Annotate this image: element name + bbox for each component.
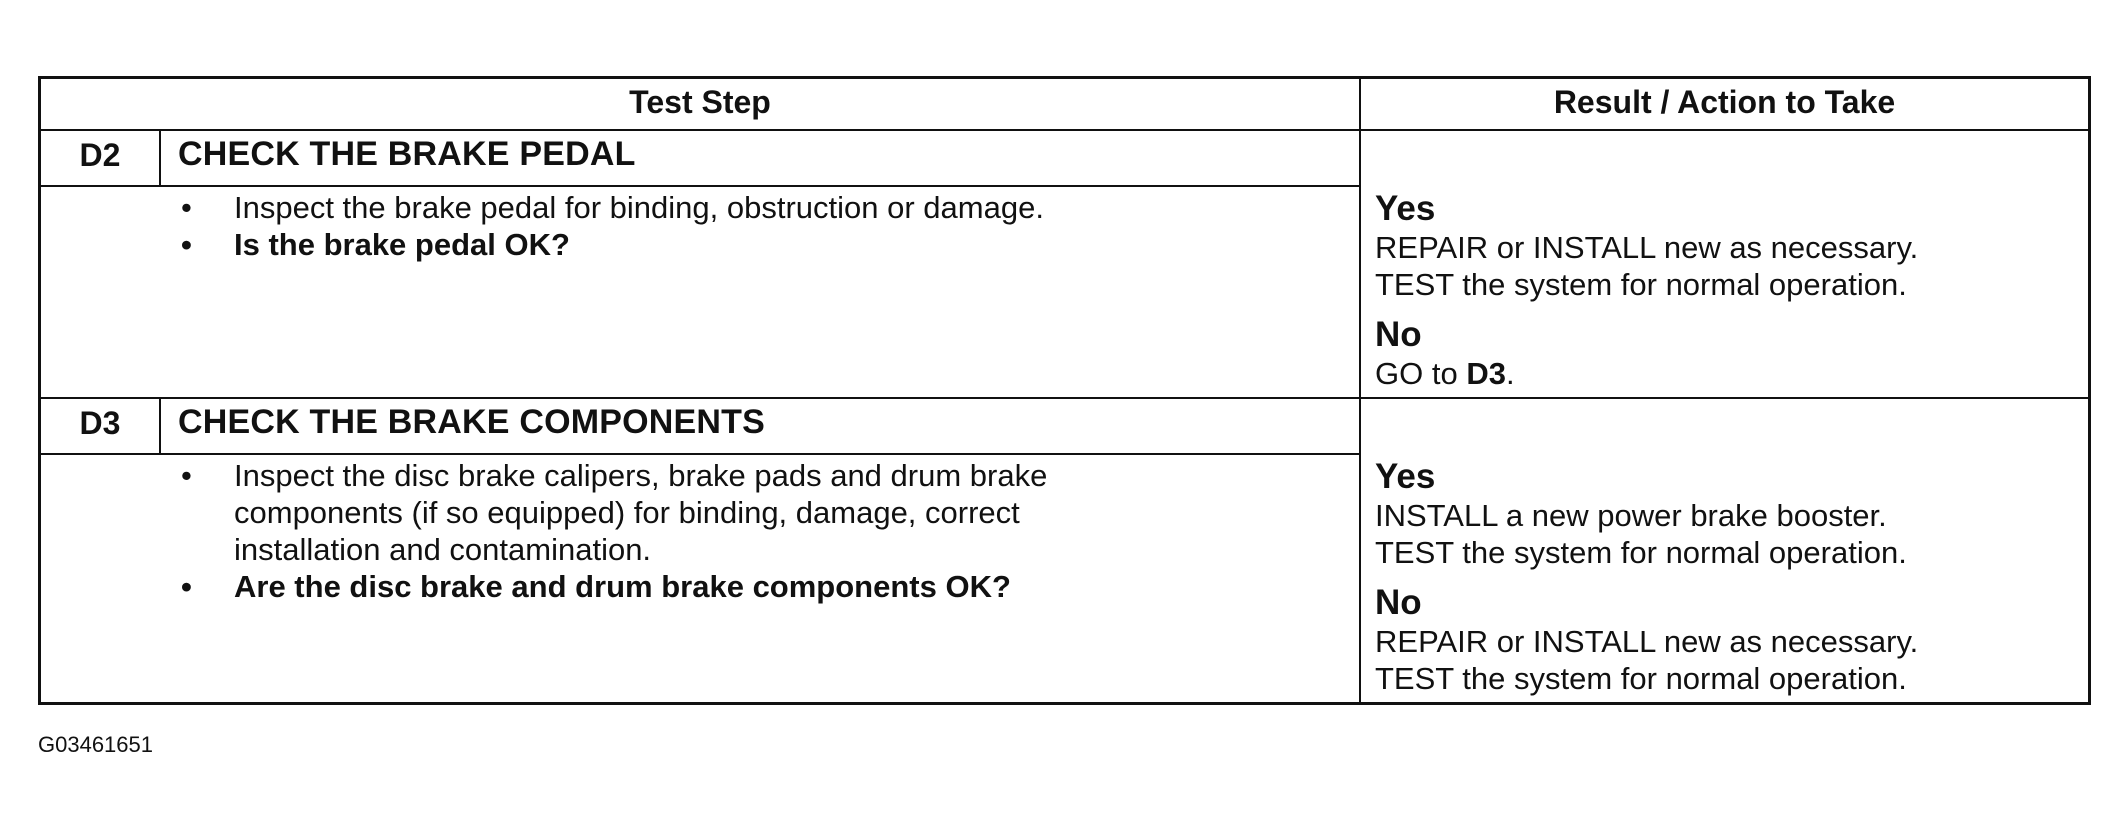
d3-id-divider bbox=[159, 397, 161, 453]
step-d2-result bbox=[1375, 189, 2075, 392]
action-line: TEST the system for normal operation. bbox=[1375, 535, 1907, 570]
no-label: No bbox=[1375, 583, 1422, 622]
figure-id: G03461651 bbox=[38, 732, 153, 757]
step-title-d3: CHECK THE BRAKE COMPONENTS bbox=[178, 403, 766, 441]
action-line: GO to D3. bbox=[1375, 356, 1515, 391]
no-label: No bbox=[1375, 315, 1422, 354]
list-item: • Inspect the brake pedal for binding, obstruction or damage. bbox=[41, 189, 1351, 226]
d3-yes-block bbox=[1375, 457, 2075, 571]
d3-no-block bbox=[1375, 583, 2075, 697]
action-line: TEST the system for normal operation. bbox=[1375, 267, 1907, 302]
d2-no-block bbox=[1375, 315, 2075, 392]
step-d3-instructions bbox=[41, 457, 1351, 605]
diagnostic-table bbox=[38, 76, 2091, 705]
header-result-action: Result / Action to Take bbox=[1553, 84, 1896, 120]
action-line: REPAIR or INSTALL new as necessary. bbox=[1375, 230, 1919, 265]
list-item-question: • Are the disc brake and drum brake components OK? bbox=[41, 568, 1351, 605]
step-title-d2: CHECK THE BRAKE PEDAL bbox=[178, 135, 636, 173]
d2-title-divider bbox=[41, 185, 1359, 187]
step-divider bbox=[41, 397, 2088, 399]
step-reference-d3: D3 bbox=[1466, 356, 1506, 391]
header-test-step: Test Step bbox=[629, 84, 771, 120]
header-divider bbox=[41, 129, 2088, 131]
d2-yes-block bbox=[1375, 189, 2075, 303]
step-id-d2: D2 bbox=[79, 137, 121, 173]
action-line: TEST the system for normal operation. bbox=[1375, 661, 1907, 696]
step-id-d3: D3 bbox=[79, 405, 121, 441]
list-item: • Inspect the disc brake calipers, brake pads and drum brake components (if so equipped) for binding, damage, correct installation and contamination. bbox=[41, 457, 1351, 568]
list-item-question: • Is the brake pedal OK? bbox=[41, 226, 1351, 263]
d3-title-divider bbox=[41, 453, 1359, 455]
step-d2-instructions bbox=[41, 189, 1351, 263]
step-d3-result bbox=[1375, 457, 2075, 697]
column-divider bbox=[1359, 79, 1361, 702]
yes-label: Yes bbox=[1375, 189, 1436, 228]
action-line: INSTALL a new power brake booster. bbox=[1375, 498, 1887, 533]
action-line: REPAIR or INSTALL new as necessary. bbox=[1375, 624, 1919, 659]
d2-id-divider bbox=[159, 129, 161, 185]
yes-label: Yes bbox=[1375, 457, 1436, 496]
